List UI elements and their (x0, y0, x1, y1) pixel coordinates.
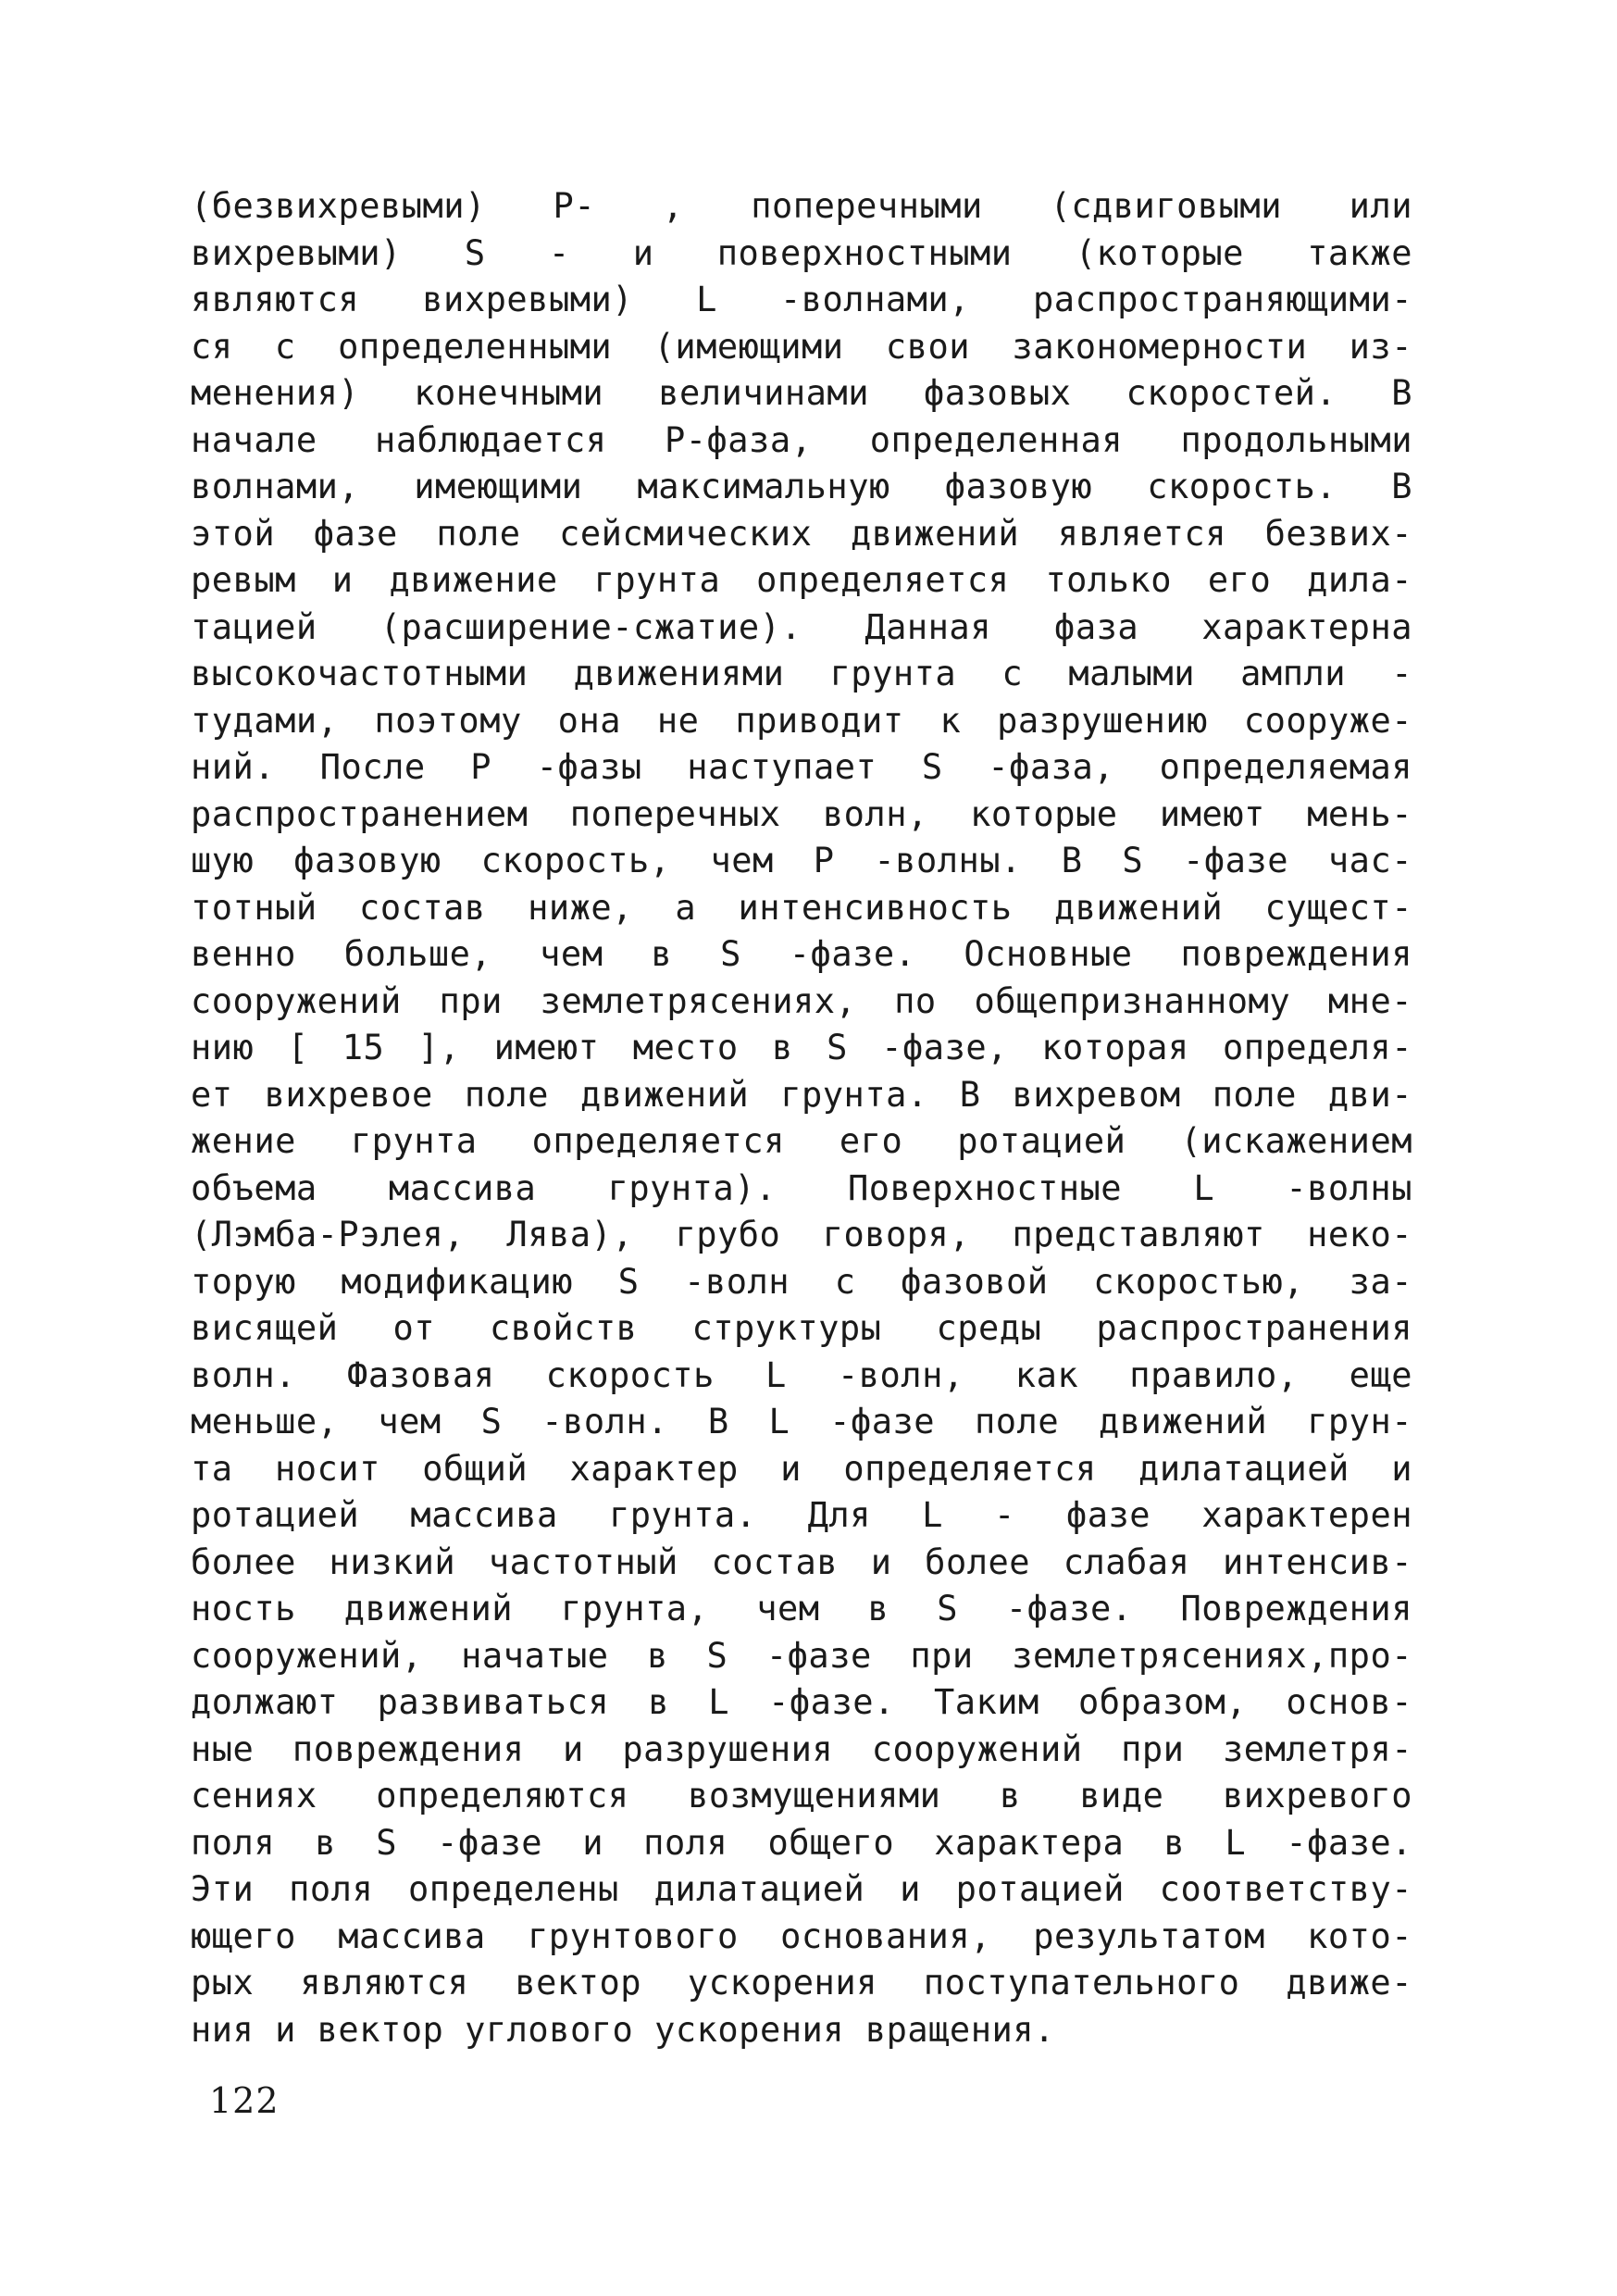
text-line: сооружений, начатые в S -фазе при землетрясениях,про- (191, 1635, 1412, 1676)
text-line: волн. Фазовая скорость L -волн, как правило, еще (191, 1354, 1412, 1395)
text-line: должают развиваться в L -фазе. Таким образом, основ- (191, 1682, 1412, 1722)
text-line: менения) конечными величинами фазовых скоростей. В (191, 373, 1412, 413)
text-line: ния и вектор углового ускорения вращения. (191, 2009, 1055, 2050)
text-line: более низкий частотный состав и более слабая интенсив- (191, 1541, 1412, 1582)
text-line: ность движений грунта, чем в S -фазе. Повреждения (191, 1589, 1412, 1628)
text-line: венно больше, чем в S -фазе. Основные повреждения (191, 934, 1412, 974)
text-line: торую модификацию S -волн с фазовой скоростью, за- (191, 1261, 1412, 1302)
body-text (191, 183, 1412, 2053)
text-line: высокочастотными движениями грунта с малыми ампли - (191, 654, 1412, 693)
text-line: ся с определенными (имеющими свои закономерности из- (191, 326, 1412, 367)
text-line: та носит общий характер и определяется дилатацией и (191, 1448, 1412, 1489)
text-line: ющего массива грунтового основания, результатом кото- (191, 1915, 1412, 1956)
text-line: тацией (расширение-сжатие). Данная фаза характерна (191, 606, 1412, 647)
text-line: тудами, поэтому она не приводит к разрушению сооруже- (191, 700, 1412, 741)
text-line: шую фазовую скорость, чем Р -волны. В S -фазе час- (191, 841, 1412, 880)
text-line: (безвихревыми) Р- , поперечными (сдвиговыми или (191, 186, 1412, 226)
text-line: Эти поля определены дилатацией и ротацией соответству- (191, 1869, 1412, 1909)
text-line: являются вихревыми) L -волнами, распространяющими- (191, 280, 1412, 319)
text-line: жение грунта определяется его ротацией (искажением (191, 1121, 1412, 1161)
text-line: сениях определяются возмущениями в виде вихревого (191, 1776, 1412, 1816)
text-line: волнами, имеющими максимальную фазовую скорость. В (191, 467, 1412, 506)
text-line: ревым и движение грунта определяется только его дила- (191, 560, 1412, 600)
text-line: начале наблюдается Р-фаза, определенная продольными (191, 419, 1412, 460)
page-number: 122 (209, 2080, 280, 2121)
text-line: поля в S -фазе и поля общего характера в L -фазе. (191, 1822, 1412, 1863)
text-line: меньше, чем S -волн. В L -фазе поле движений грун- (191, 1402, 1412, 1441)
text-line: рых являются вектор ускорения поступательного движе- (191, 1963, 1412, 2003)
text-line: ные повреждения и разрушения сооружений при землетря- (191, 1728, 1412, 1769)
text-line: объема массива грунта). Поверхностные L -волны (191, 1167, 1412, 1208)
text-line: ротацией массива грунта. Для L - фазе характерен (191, 1495, 1412, 1535)
text-line: нию [ 15 ], имеют место в S -фазе, которая определя- (191, 1028, 1412, 1067)
text-line: (Лэмба-Рэлея, Лява), грубо говоря, представляют неко- (191, 1215, 1412, 1254)
text-line: ний. После Р -фазы наступает S -фаза, определяемая (191, 747, 1412, 787)
text-line: висящей от свойств структуры среды распространения (191, 1308, 1412, 1348)
text-line: ет вихревое поле движений грунта. В вихревом поле дви- (191, 1074, 1412, 1115)
text-line: распространением поперечных волн, которые имеют мень- (191, 793, 1412, 834)
text-line: этой фазе поле сейсмических движений является безвих- (191, 513, 1412, 554)
text-line: сооружений при землетрясениях, по общепризнанному мне- (191, 980, 1412, 1021)
text-line: вихревыми) S - и поверхностными (которые также (191, 232, 1412, 273)
text-line: тотный состав ниже, а интенсивность движений сущест- (191, 887, 1412, 928)
